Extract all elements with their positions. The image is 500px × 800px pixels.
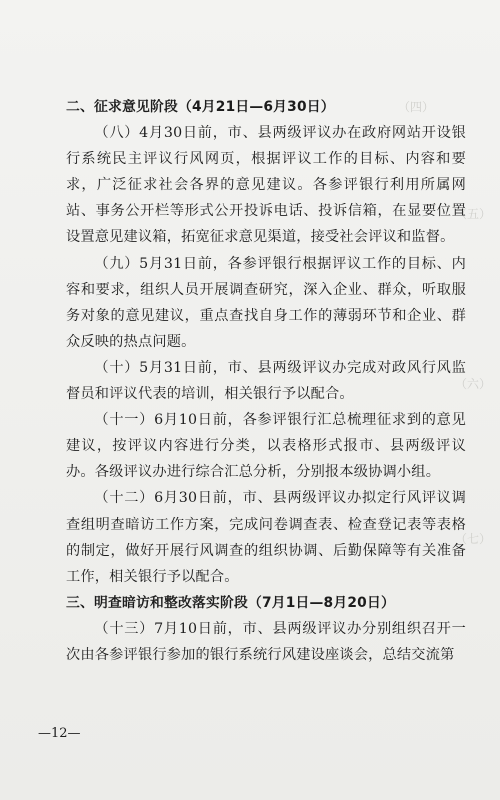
section-heading: 三、明查暗访和整改落实阶段（7月1日—8月20日） — [66, 594, 395, 611]
show-through-text: （五） — [455, 207, 492, 221]
show-through-text: （七） — [455, 532, 492, 546]
paragraph: （十三）7月10日前，市、县两级评议办分别组织召开一次由各参评银行参加的银行系统行风建设座谈会，总结交流第 — [66, 620, 466, 663]
paragraph: （九）5月31日前，各参评银行根据评议工作的目标、内容和要求，组织人员开展调查研究，深入企业、群众，听取服务对象的意见建议，重点查找自身工作的薄弱环节和企业、群众反映的热点问题。 — [66, 255, 466, 350]
paragraph: （十二）6月30日前，市、县两级评议办拟定行风评议调查组明查暗访工作方案，完成问卷调查表、检查登记表等表格的制定，做好开展行风调查的组织协调、后勤保障等有关准备工作，相关银行予以配合。 — [66, 490, 466, 585]
paragraph: （十一）6月10日前，各参评银行汇总梳理征求到的意见建议，按评议内容进行分类，以表格形式报市、县两级评议办。各级评议办进行综合汇总分析，分别报本级协调小组。 — [66, 412, 466, 481]
paragraph: （八）4月30日前，市、县两级评议办在政府网站开设银行系统民主评议行风网页，根据评议工作的目标、内容和要求，广泛征求社会各界的意见建议。各参评银行利用所属网站、事务公开栏等形式公开投诉电话、投诉信箱，在显要位置设置意见建议箱，拓宽征求意见渠道，接受社会评议和监督。 — [66, 125, 466, 246]
document-body — [66, 94, 466, 668]
paragraph: （十）5月31日前，市、县两级评议办完成对政风行风监督员和评议代表的培训，相关银行予以配合。 — [66, 359, 466, 403]
show-through-text: （四） — [398, 100, 435, 114]
section-heading: 二、征求意见阶段（4月21日—6月30日） — [66, 99, 335, 115]
page-number: —12— — [38, 726, 81, 741]
show-through-text: （六） — [455, 377, 492, 391]
